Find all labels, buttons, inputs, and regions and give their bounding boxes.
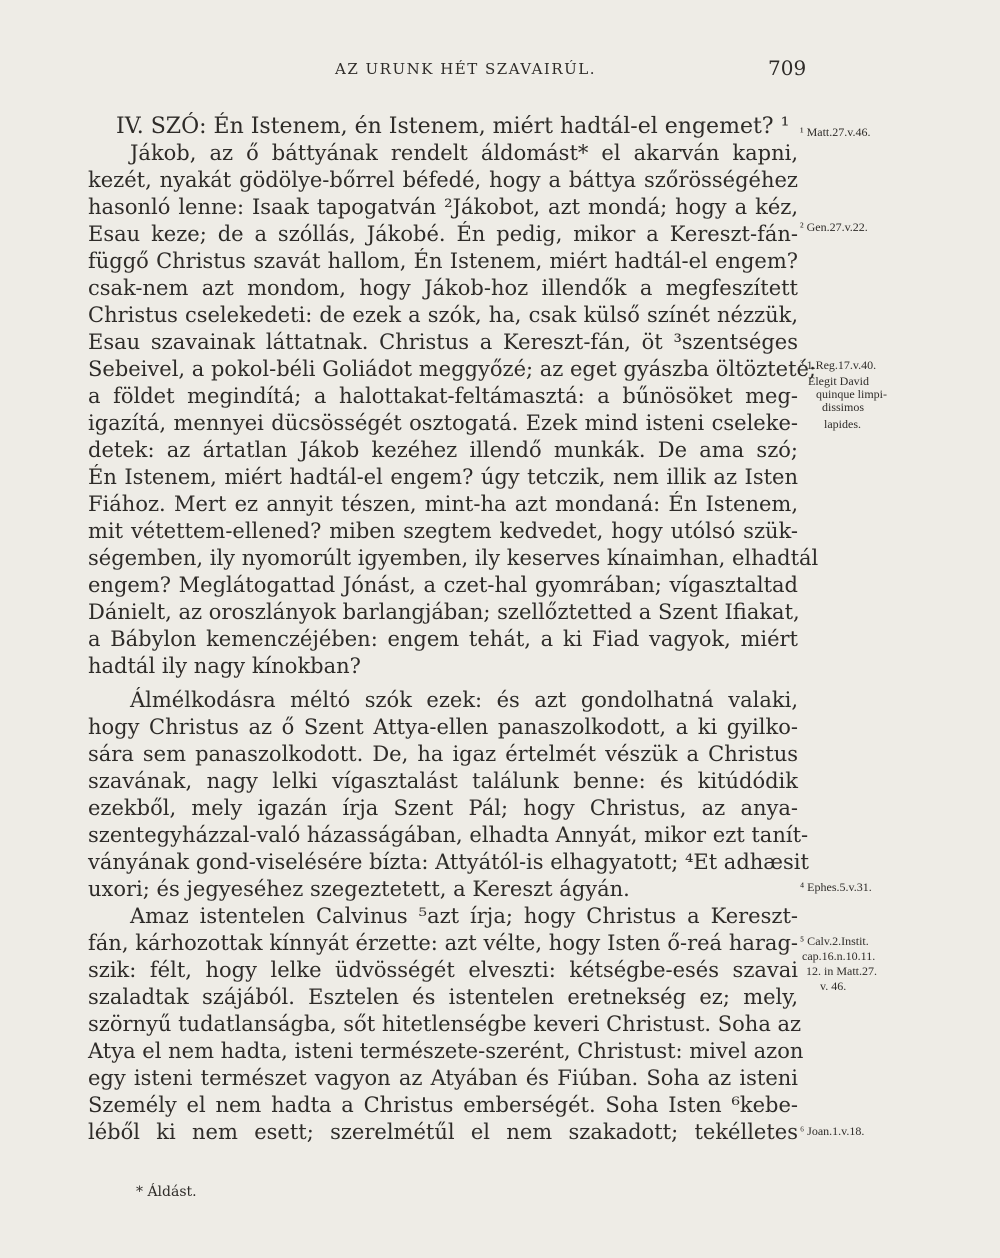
margin-note: ¹ Matt.27.v.46. — [800, 125, 871, 139]
margin-note: lapides. — [824, 417, 861, 431]
text-line: Jákob, az ő báttyának rendelt áldomást* el akarván kapni, — [130, 141, 798, 165]
text-line: léből ki nem esett; szerelmétűl el nem szakadott; tekélletes — [88, 1120, 798, 1144]
text-line: uxori; és jegyeséhez szegeztetett, a Kereszt ágyán. — [88, 877, 630, 901]
text-line: ványának gond-viselésére bízta: Attyától-is elhagyatott; ⁴Et adhæsit — [88, 850, 809, 874]
margin-note: Elegit David — [808, 374, 869, 388]
text-line: Én Istenem, miért hadtál-el engem? úgy tetczik, nem illik az Isten — [88, 465, 798, 489]
text-line: fán, kárhozottak kínnyát érzette: azt vélte, hogy Isten ő-reá harag- — [88, 931, 798, 955]
text-line: sára sem panaszolkodott. De, ha igaz értelmét vészük a Christus — [88, 742, 798, 766]
text-line: a Bábylon kemenczéjében: engem tehát, a ki Fiad vagyok, miért — [88, 627, 798, 651]
text-line: hadtál ily nagy kínokban? — [88, 654, 361, 678]
text-line: hogy Christus az ő Szent Attya-ellen panaszolkodott, a ki gyilko- — [88, 715, 798, 739]
margin-note: ² Gen.27.v.22. — [800, 220, 868, 234]
margin-note: ⁴ Ephes.5.v.31. — [800, 880, 872, 894]
text-line: Sebeivel, a pokol-béli Goliádot meggyőzé; az eget gyászba öltözteté; — [88, 357, 817, 381]
margin-note: v. 46. — [820, 979, 847, 993]
text-line: szik: félt, hogy lelke üdvösségét elveszti: kétségbe-esés szavai — [88, 958, 798, 982]
text-line: hasonló lenne: Isaak tapogatván ²Jákobot, azt mondá; hogy a kéz, — [88, 195, 798, 219]
margin-note: ⁶ Joan.1.v.18. — [800, 1124, 865, 1138]
text-line: szörnyű tudatlanságba, sőt hitetlenségbe keveri Christust. Soha az — [88, 1012, 802, 1036]
text-line: engem? Meglátogattad Jónást, a czet-hal gyomrában; vígasztaltad — [88, 573, 798, 597]
section-heading: IV. SZÓ: Én Istenem, én Istenem, miért hadtál-el engemet? ¹ — [116, 114, 790, 139]
text-line: igazítá, mennyei dücsösségét osztogatá. Ezek mind isteni cseleke- — [88, 411, 798, 435]
text-line: detek: az ártatlan Jákob kezéhez illendő munkák. De ama szó; — [88, 438, 798, 462]
margin-note: ⁵ Calv.2.Instit. — [800, 934, 869, 948]
text-line: szaladtak szájából. Esztelen és istentelen eretnekség ez; mely, — [88, 985, 798, 1009]
text-line: függő Christus szavát hallom, Én Istenem, miért hadtál-el engem? — [88, 249, 798, 273]
footnote: * Áldást. — [136, 1184, 197, 1200]
margin-note: 12. in Matt.27. — [806, 964, 877, 978]
text-line: Álmélkodásra méltó szók ezek: és azt gondolhatná valaki, — [130, 688, 798, 712]
text-line: a földet megindítá; a halottakat-feltámasztá: a bűnösöket meg- — [88, 384, 798, 408]
margin-note: quinque limpi- — [816, 387, 887, 401]
text-line: Esau szavainak láttatnak. Christus a Kereszt-fán, öt ³szentséges — [88, 330, 798, 354]
margin-note: dissimos — [822, 400, 865, 414]
text-line: Esau keze; de a szóllás, Jákobé. Én pedig, mikor a Kereszt-fán- — [88, 222, 798, 246]
main-text-column — [88, 113, 819, 1146]
text-line: mit vétettem-ellened? miben szegtem kedvedet, hogy utólsó szük- — [88, 519, 798, 543]
text-line: ségemben, ily nyomorúlt igyemben, ily keserves kínaimhan, elhadtál — [88, 546, 819, 570]
text-line: Amaz istentelen Calvinus ⁵azt írja; hogy Christus a Kereszt- — [130, 904, 798, 928]
text-line: Atya el nem hadta, isteni természete-szerént, Christust: mivel azon — [88, 1039, 804, 1063]
text-line: Dánielt, az oroszlányok barlangjában; szellőztetted a Szent Ifiakat, — [88, 600, 800, 624]
text-line: csak-nem azt mondom, hogy Jákob-hoz illendők a megfeszített — [88, 276, 798, 300]
text-line: ezekből, mely igazán írja Szent Pál; hogy Christus, az anya- — [88, 796, 798, 820]
text-line: szavának, nagy lelki vígasztalást találunk benne: és kitúdódik — [88, 769, 798, 793]
text-line: szentegyházzal-való házasságában, elhadta Annyát, mikor ezt tanít- — [88, 823, 809, 847]
text-line: egy isteni természet vagyon az Atyában és Fiúban. Soha az isteni — [88, 1066, 798, 1090]
page-number: 709 — [768, 56, 807, 80]
text-line: kezét, nyakát gödölye-bőrrel béfedé, hogy a báttya szőrösségéhez — [88, 168, 798, 192]
margin-note: ³ 1.Reg.17.v.40. — [800, 358, 877, 372]
margin-note: cap.16.n.10.11. — [802, 949, 876, 963]
page-header — [0, 58, 1000, 84]
running-title: AZ URUNK HÉT SZAVAIRÚL. — [335, 60, 597, 78]
text-line: Személy el nem hadta a Christus emberségét. Soha Isten ⁶kebe- — [88, 1093, 798, 1117]
text-line: Christus cselekedeti: de ezek a szók, ha, csak külső színét nézzük, — [88, 303, 798, 327]
text-line: Fiához. Mert ez annyit tészen, mint-ha azt mondaná: Én Istenem, — [88, 492, 798, 516]
